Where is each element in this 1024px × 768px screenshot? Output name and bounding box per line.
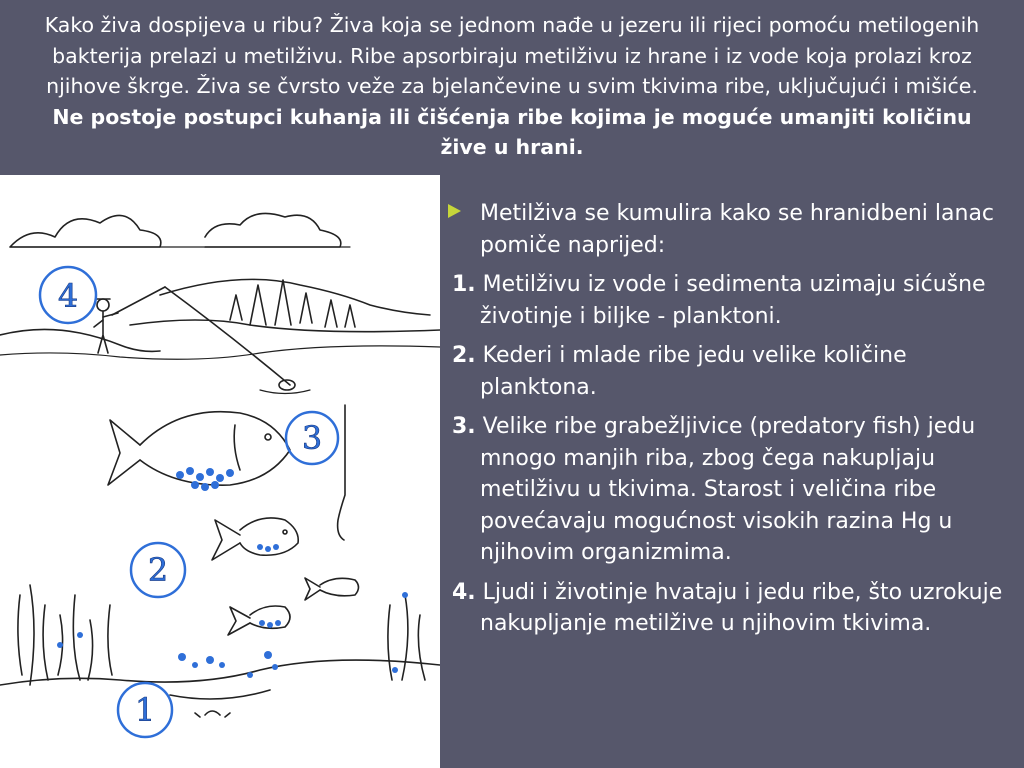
far-shore xyxy=(130,320,440,332)
step-item-4 xyxy=(448,577,1008,640)
medium-fish xyxy=(212,518,298,560)
label-2: 2 xyxy=(147,551,169,589)
label-4: 4 xyxy=(57,277,79,315)
label-3: 3 xyxy=(301,419,323,457)
bullet-item xyxy=(448,198,1008,261)
fishing-line xyxy=(165,287,290,385)
header-bold-text: Ne postoje postupci kuhanja ili čišćenja ribe kojima je moguće umanjiti količinu žive u hrani. xyxy=(52,104,972,159)
step-number: 2. xyxy=(452,343,476,368)
hook-line xyxy=(338,405,345,540)
step-text: Metilživu iz vode i sedimenta uzimaju sićušne životinje i biljke - planktoni. xyxy=(480,272,986,329)
small-fish-2 xyxy=(228,606,290,635)
slide-header xyxy=(0,0,1024,175)
plants-left xyxy=(18,585,112,685)
step-item-1 xyxy=(448,269,1008,332)
mercury-dots xyxy=(57,467,408,678)
near-shore xyxy=(0,329,160,351)
food-chain-illustration xyxy=(0,175,440,768)
label-1: 1 xyxy=(134,691,156,729)
bullet-text: Metilživa se kumulira kako se hranidbeni lanac pomiče naprijed: xyxy=(480,201,995,258)
bullet-arrow-icon xyxy=(448,204,461,218)
step-number: 3. xyxy=(452,414,476,439)
step-number: 4. xyxy=(452,579,476,605)
small-fish-1 xyxy=(305,578,359,600)
plants-right xyxy=(388,595,425,680)
crab xyxy=(195,711,230,717)
trees xyxy=(230,280,355,327)
step-item-3 xyxy=(448,411,1008,569)
fisherman xyxy=(94,299,118,353)
step-number: 1. xyxy=(452,272,476,297)
step-text: Kederi i mlade ribe jedu velike količine planktona. xyxy=(480,343,907,400)
step-item-2 xyxy=(448,340,1008,403)
fishing-rod xyxy=(112,287,165,315)
content-list xyxy=(448,198,1008,648)
header-text: Kako živa dospijeva u ribu? Živa koja se jednom nađe u jezeru ili rijeci pomoću metilogenih bakterija prelazi u metilživu. Ribe apsorbiraju metilživu iz hrane i iz vode koja prolazi kroz njihove škrge. Živa se čvrsto veže za bjelančevine u svim tkivima ribe, uključujući i mišiće. xyxy=(44,13,980,98)
cloud-left xyxy=(10,215,161,247)
step-text: Velike ribe grabežljivice (predatory fish) jedu mnogo manjih riba, zbog čega nakupljaju metilživu u tkivima. Starost i veličina ribe povećavaju mogućnost visokih razina Hg u njihovim organizmima. xyxy=(480,414,976,565)
hill xyxy=(160,279,430,315)
step-text: Ljudi i životinje hvataju i jedu ribe, što uzrokuje nakupljanje metilžive u njihovim tkivima. xyxy=(480,579,1003,636)
cloud-right xyxy=(205,213,341,247)
